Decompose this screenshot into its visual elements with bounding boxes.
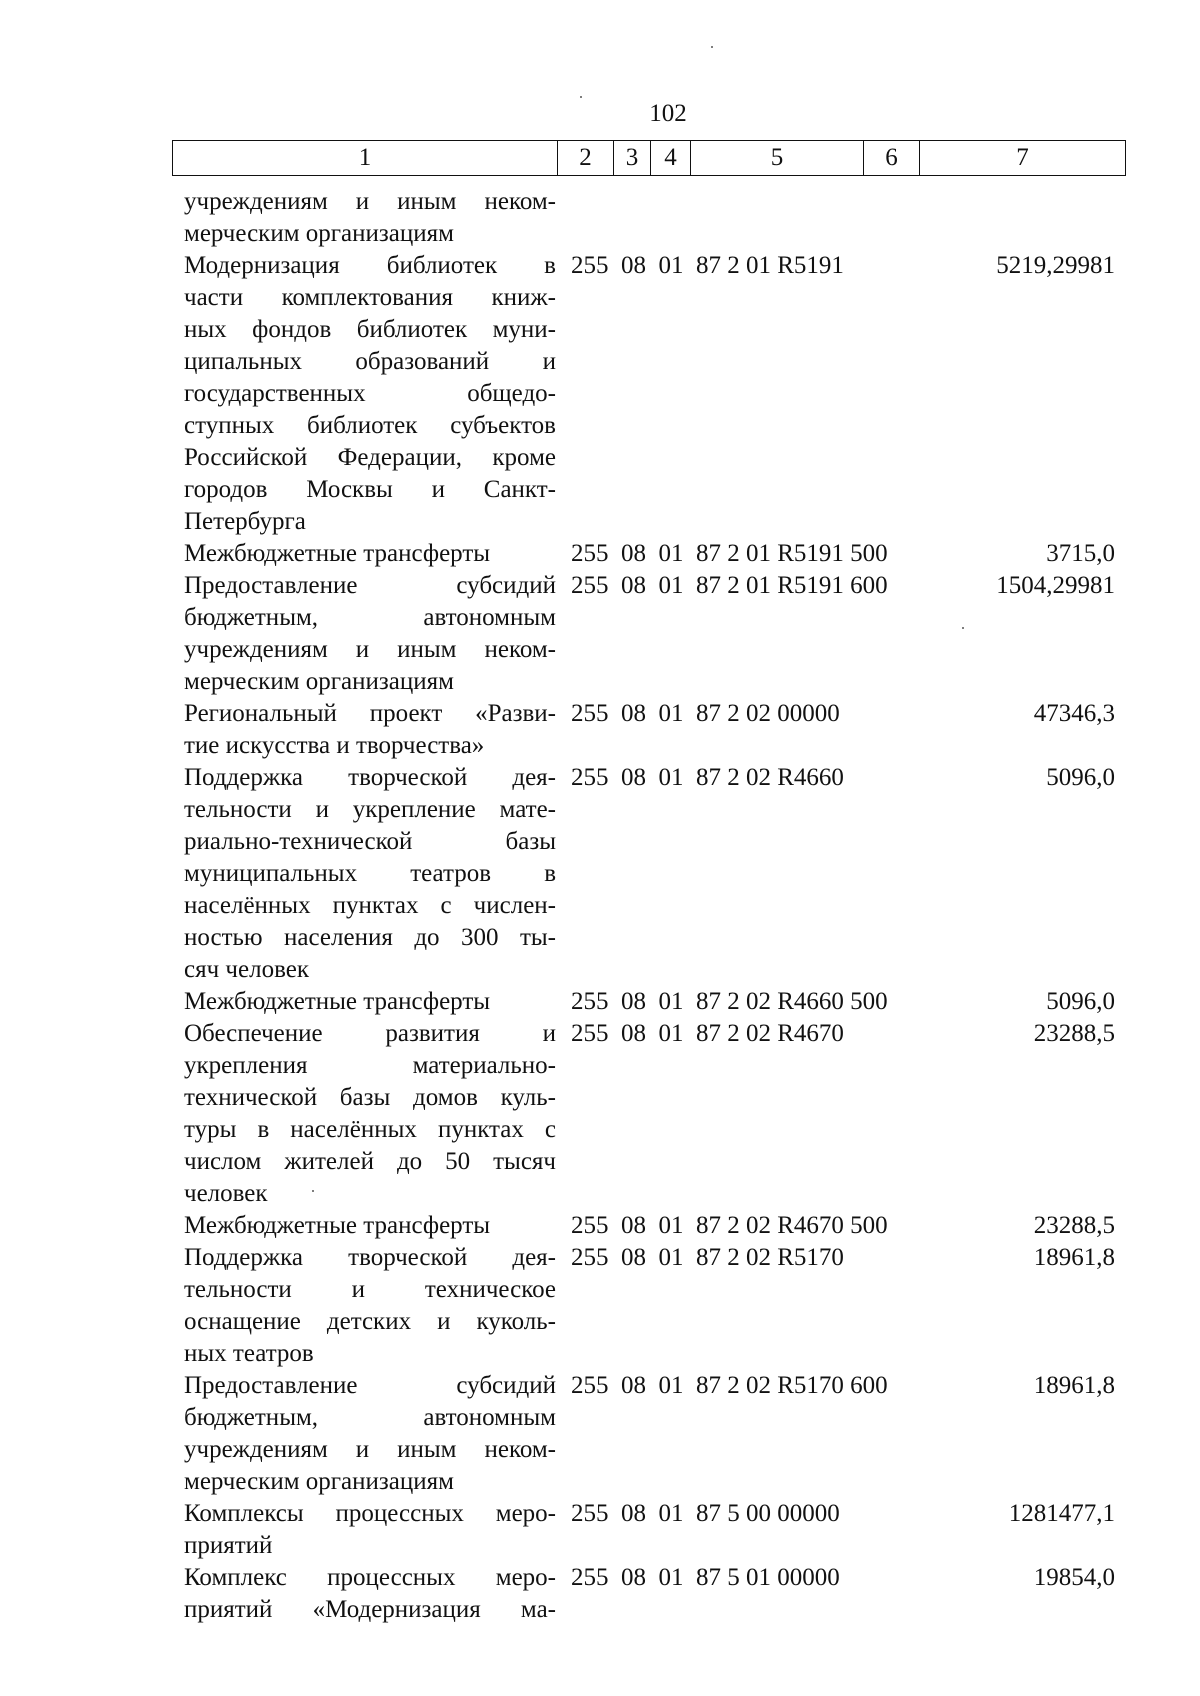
scan-speck <box>312 1190 314 1192</box>
budget-row <box>0 186 1200 250</box>
description-line: туры в населённых пунктах с <box>184 1116 556 1143</box>
amount-value: 23288,5 <box>1033 1020 1115 1047</box>
description-line: Комплекс процессных меро- <box>184 1564 556 1591</box>
amount-value: 5219,29981 <box>996 252 1115 279</box>
description-line: части комплектования книж- <box>184 284 556 311</box>
budget-row <box>0 538 1200 570</box>
amount-value: 23288,5 <box>1033 1212 1115 1239</box>
budget-row <box>0 986 1200 1018</box>
description-line: риально-технической базы <box>184 828 556 855</box>
budget-codes: 255 08 01 87 2 01 R5191 600 <box>571 572 888 599</box>
description-line: ципальных образований и <box>184 348 556 375</box>
budget-row <box>0 1370 1200 1498</box>
budget-row <box>0 762 1200 986</box>
description-line: укрепления материально- <box>184 1052 556 1079</box>
amount-value: 5096,0 <box>1046 764 1115 791</box>
budget-row <box>0 570 1200 698</box>
description-line: тие искусства и творчества» <box>184 732 485 759</box>
row-description <box>184 570 556 698</box>
amount-value: 18961,8 <box>1033 1372 1115 1399</box>
budget-codes: 255 08 01 87 2 01 R5191 500 <box>571 540 888 567</box>
budget-codes: 255 08 01 87 2 02 R5170 <box>571 1244 844 1271</box>
description-line: бюджетным, автономным <box>184 604 556 631</box>
budget-codes: 255 08 01 87 2 01 R5191 <box>571 252 844 279</box>
column-header-table <box>172 140 1126 176</box>
description-line: Межбюджетные трансферты <box>184 988 491 1015</box>
row-description <box>184 186 556 250</box>
description-line: учреждениям и иным неком- <box>184 1436 556 1463</box>
page-number: 102 <box>649 100 687 127</box>
description-line: муниципальных театров в <box>184 860 556 887</box>
description-line: учреждениям и иным неком- <box>184 188 556 215</box>
budget-rows <box>0 186 1200 1626</box>
description-line: Поддержка творческой дея- <box>184 764 556 791</box>
description-line: Межбюджетные трансферты <box>184 1212 491 1239</box>
budget-row <box>0 1210 1200 1242</box>
description-line: тельности и техническое <box>184 1276 556 1303</box>
budget-codes: 255 08 01 87 2 02 R4670 500 <box>571 1212 888 1239</box>
row-description <box>184 698 556 762</box>
budget-codes: 255 08 01 87 2 02 R4670 <box>571 1020 844 1047</box>
budget-codes: 255 08 01 87 2 02 R4660 500 <box>571 988 888 1015</box>
scan-speck <box>711 46 713 48</box>
budget-codes: 255 08 01 87 5 00 00000 <box>571 1500 840 1527</box>
budget-row <box>0 250 1200 538</box>
column-header-6: 6 <box>864 141 920 176</box>
row-description <box>184 538 556 570</box>
budget-codes: 255 08 01 87 2 02 R4660 <box>571 764 844 791</box>
description-line: ностью населения до 300 ты- <box>184 924 556 951</box>
description-line: числом жителей до 50 тысяч <box>184 1148 556 1175</box>
description-line: мерческим организациям <box>184 668 454 695</box>
row-description <box>184 1018 556 1210</box>
column-header-1: 1 <box>173 141 558 176</box>
description-line: ных фондов библиотек муни- <box>184 316 556 343</box>
description-line: сяч человек <box>184 956 309 983</box>
description-line: бюджетным, автономным <box>184 1404 556 1431</box>
description-line: ных театров <box>184 1340 314 1367</box>
description-line: ступных библиотек субъектов <box>184 412 556 439</box>
description-line: приятий <box>184 1532 273 1559</box>
description-line: Петербурга <box>184 508 306 535</box>
description-line: учреждениям и иным неком- <box>184 636 556 663</box>
amount-value: 1281477,1 <box>1008 1500 1115 1527</box>
description-line: технической базы домов куль- <box>184 1084 556 1111</box>
column-header-row <box>173 141 1126 176</box>
description-line: оснащение детских и куколь- <box>184 1308 556 1335</box>
scan-speck <box>962 627 964 629</box>
amount-value: 1504,29981 <box>996 572 1115 599</box>
description-line: мерческим организациям <box>184 220 454 247</box>
description-line: городов Москвы и Санкт- <box>184 476 556 503</box>
budget-row <box>0 1242 1200 1370</box>
amount-value: 19854,0 <box>1033 1564 1115 1591</box>
column-header-5: 5 <box>691 141 864 176</box>
column-header-3: 3 <box>614 141 651 176</box>
row-description <box>184 986 556 1018</box>
row-description <box>184 1498 556 1562</box>
row-description <box>184 1210 556 1242</box>
row-description <box>184 250 556 538</box>
budget-codes: 255 08 01 87 5 01 00000 <box>571 1564 840 1591</box>
budget-codes: 255 08 01 87 2 02 00000 <box>571 700 840 727</box>
column-header-7: 7 <box>920 141 1126 176</box>
column-header-2: 2 <box>558 141 614 176</box>
description-line: Поддержка творческой дея- <box>184 1244 556 1271</box>
amount-value: 5096,0 <box>1046 988 1115 1015</box>
description-line: Региональный проект «Разви- <box>184 700 556 727</box>
description-line: приятий «Модернизация ма- <box>184 1596 556 1623</box>
description-line: населённых пунктах с числен- <box>184 892 556 919</box>
description-line: Российской Федерации, кроме <box>184 444 556 471</box>
description-line: Предоставление субсидий <box>184 1372 556 1399</box>
description-line: Обеспечение развития и <box>184 1020 556 1047</box>
amount-value: 3715,0 <box>1046 540 1115 567</box>
description-line: Модернизация библиотек в <box>184 252 556 279</box>
description-line: Предоставление субсидий <box>184 572 556 599</box>
column-header-4: 4 <box>651 141 691 176</box>
budget-codes: 255 08 01 87 2 02 R5170 600 <box>571 1372 888 1399</box>
amount-value: 18961,8 <box>1033 1244 1115 1271</box>
budget-row <box>0 698 1200 762</box>
amount-value: 47346,3 <box>1033 700 1115 727</box>
budget-row <box>0 1498 1200 1562</box>
row-description <box>184 1242 556 1370</box>
description-line: тельности и укрепление мате- <box>184 796 556 823</box>
description-line: человек <box>184 1180 268 1207</box>
row-description <box>184 1370 556 1498</box>
description-line: Межбюджетные трансферты <box>184 540 491 567</box>
description-line: Комплексы процессных меро- <box>184 1500 556 1527</box>
budget-row <box>0 1562 1200 1626</box>
row-description <box>184 762 556 986</box>
row-description <box>184 1562 556 1626</box>
description-line: государственных общедо- <box>184 380 556 407</box>
scan-speck <box>580 96 582 98</box>
budget-row <box>0 1018 1200 1210</box>
description-line: мерческим организациям <box>184 1468 454 1495</box>
